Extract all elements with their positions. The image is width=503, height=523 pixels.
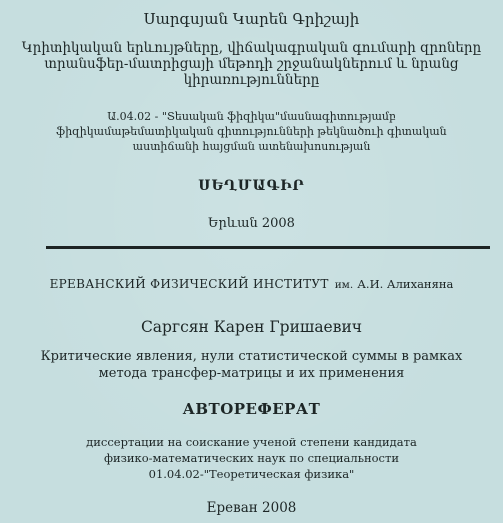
russian-specialty-line-1: диссертации на соискание ученой степени кандидата — [86, 435, 417, 449]
armenian-abstract-label: ՍԵՂՄԱԳԻՐ — [198, 178, 305, 194]
armenian-city-year: Երևան 2008 — [208, 216, 295, 231]
russian-author-name: Саргсян Карен Гришаевич — [140, 318, 363, 336]
armenian-specialty-line-3: աստիճանի հայցման ատենախոսության — [132, 140, 371, 153]
armenian-title-line-1: Կրիտիկական երևույթները, վիճակագրական գումարի զրոները — [21, 40, 482, 56]
armenian-specialty-line-1: Ա.04.02 - "Տեսական ֆիզիկա"մասնագիտությամբ — [107, 110, 396, 123]
russian-specialty-line-3: 01.04.02-"Теоретическая физика" — [148, 467, 355, 481]
section-divider — [46, 246, 490, 249]
institute-person-name: А.И. Алиханяна — [357, 277, 454, 291]
armenian-title-line-3: կիրառությունները — [183, 72, 320, 88]
russian-title-line-2: метода трансфер-матрицы и их применения — [98, 366, 405, 381]
institute-line — [0, 277, 503, 291]
russian-city-year: Ереван 2008 — [206, 500, 297, 516]
russian-specialty-line-2: физико-математических наук по специальности — [103, 451, 400, 465]
russian-abstract-label: АВТОРЕФЕРАТ — [182, 400, 321, 418]
armenian-author-name: Սարգսյան Կարեն Գրիշայի — [143, 10, 360, 28]
institute-im: им. — [334, 279, 354, 291]
russian-title-line-1: Критические явления, нули статистической суммы в рамках — [40, 349, 463, 364]
institute-name: ЕРЕВАНСКИЙ ФИЗИЧЕСКИЙ ИНСТИТУТ — [49, 277, 329, 291]
armenian-title-line-2: տրանսֆեր-մատրիցայի մեթոդի շրջանակներում և նրանց — [44, 56, 459, 72]
armenian-specialty-line-2: ֆիզիկամաթեմատիկական գիտությունների թեկնածուի գիտական — [56, 125, 447, 138]
